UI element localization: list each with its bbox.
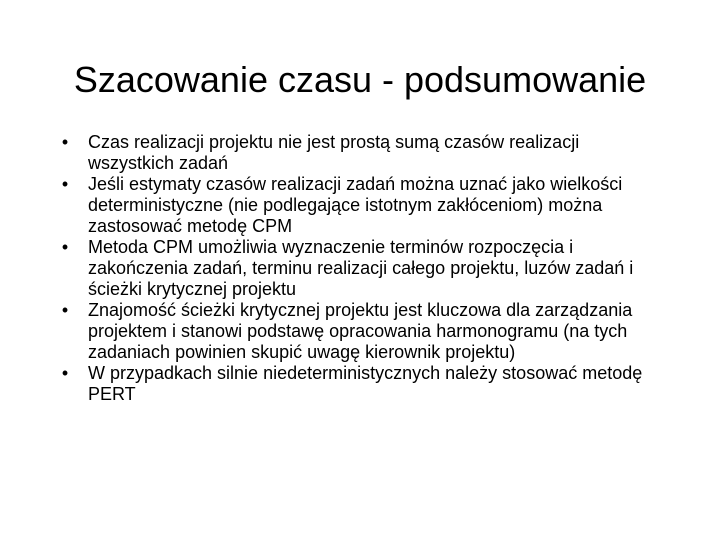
bullet-item	[58, 363, 668, 405]
bullet-item	[58, 237, 668, 300]
bullet-icon: •	[61, 132, 69, 152]
bullet-icon: •	[61, 363, 69, 383]
bullet-item	[58, 300, 668, 363]
bullet-text: Metoda CPM umożliwia wyznaczenie terminów rozpoczęcia i zakończenia zadań, terminu realizacji całego projektu, luzów zadań i ścieżki krytycznej projektu	[88, 237, 634, 299]
bullet-text: W przypadkach silnie niedeterministycznych należy stosować metodę PERT	[88, 363, 643, 404]
bullet-text: Czas realizacji projektu nie jest prostą sumą czasów realizacji wszystkich zadań	[88, 132, 580, 173]
bullet-text: Znajomość ścieżki krytycznej projektu jest kluczowa dla zarządzania projektem i stanowi podstawę opracowania harmonogramu (na tych zadaniach powinien skupić uwagę kierownik projektu)	[88, 300, 633, 362]
bullet-icon: •	[61, 237, 69, 257]
bullet-icon: •	[61, 174, 69, 194]
bullet-item	[58, 132, 668, 174]
bullet-list	[58, 132, 668, 405]
bullet-item	[58, 174, 668, 237]
slide-title: Szacowanie czasu - podsumowanie	[73, 59, 647, 100]
bullet-text: Jeśli estymaty czasów realizacji zadań można uznać jako wielkości deterministyczne (nie podlegające istotnym zakłóceniom) można zastosować metodę CPM	[88, 174, 623, 236]
bullet-icon: •	[61, 300, 69, 320]
